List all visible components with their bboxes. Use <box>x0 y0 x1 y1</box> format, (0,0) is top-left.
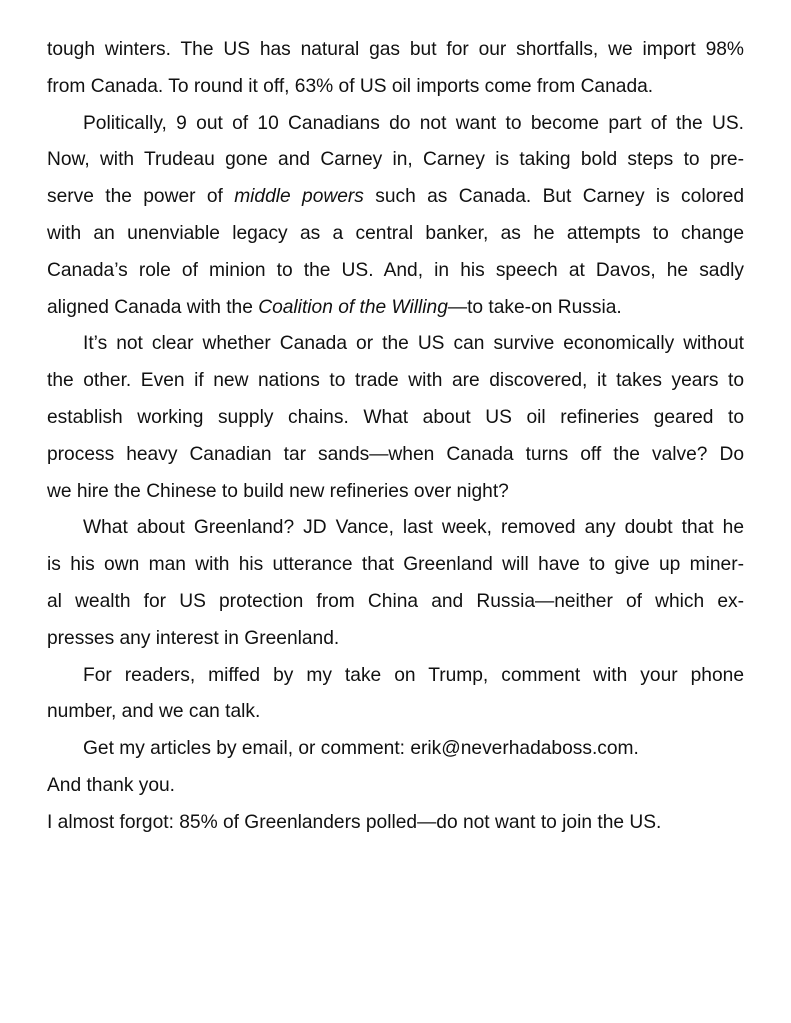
text-line-8-pre: aligned Canada with the <box>47 296 259 318</box>
text-line-10: the other. Even if new nations to trade with are discovered, it takes years to <box>47 370 744 392</box>
text-line-5-pre: serve the power of <box>47 186 235 208</box>
text-line-12: process heavy Canadian tar sands—when Canada turns off the valve? Do <box>47 443 744 465</box>
text-line-3: Politically, 9 out of 10 Canadians do not want to become part of the US. <box>83 112 744 134</box>
emphasis-middle-powers: middle powers <box>234 186 364 208</box>
text-line-4: Now, with Trudeau gone and Carney in, Carney is taking bold steps to pre- <box>47 149 744 171</box>
text-line-17: presses any interest in Greenland. <box>47 627 340 649</box>
text-line-1: tough winters. The US has natural gas but for our shortfalls, we import 98% <box>47 39 744 60</box>
text-line-18: For readers, miffed by my take on Trump, comment with your phone <box>83 664 744 686</box>
text-line-19: number, and we can talk. <box>47 701 261 723</box>
text-line-9: It’s not clear whether Canada or the US can survive economically without <box>83 333 744 355</box>
text-line-21: And thank you. <box>47 774 176 796</box>
text-line-2: from Canada. To round it off, 63% of US oil imports come from Canada. <box>47 75 654 97</box>
text-line-13: we hire the Chinese to build new refineries over night? <box>47 480 509 502</box>
text-line-22: I almost forgot: 85% of Greenlanders polled—do not want to join the US. <box>47 811 662 833</box>
text-line-16: al wealth for US protection from China and Russia—neither of which ex- <box>47 590 744 612</box>
text-line-15: is his own man with his utterance that Greenland will have to give up miner- <box>47 554 744 576</box>
document-page <box>47 32 744 842</box>
text-line-14: What about Greenland? JD Vance, last week, removed any doubt that he <box>83 517 744 539</box>
text-line-20: Get my articles by email, or comment: erik@neverhadaboss.com. <box>83 738 639 760</box>
text-line-8-post: —to take-on Russia. <box>447 296 622 318</box>
text-line-8 <box>47 290 744 327</box>
text-line-7: Canada’s role of minion to the US. And, in his speech at Davos, he sadly <box>47 259 744 281</box>
text-line-5 <box>47 179 744 216</box>
text-line-5-post: such as Canada. But Carney is colored <box>363 186 744 208</box>
text-line-6: with an unenviable legacy as a central banker, as he attempts to change <box>47 222 744 244</box>
emphasis-coalition: Coalition of the Willing <box>258 296 448 318</box>
text-line-11: establish working supply chains. What about US oil refineries geared to <box>47 406 744 428</box>
